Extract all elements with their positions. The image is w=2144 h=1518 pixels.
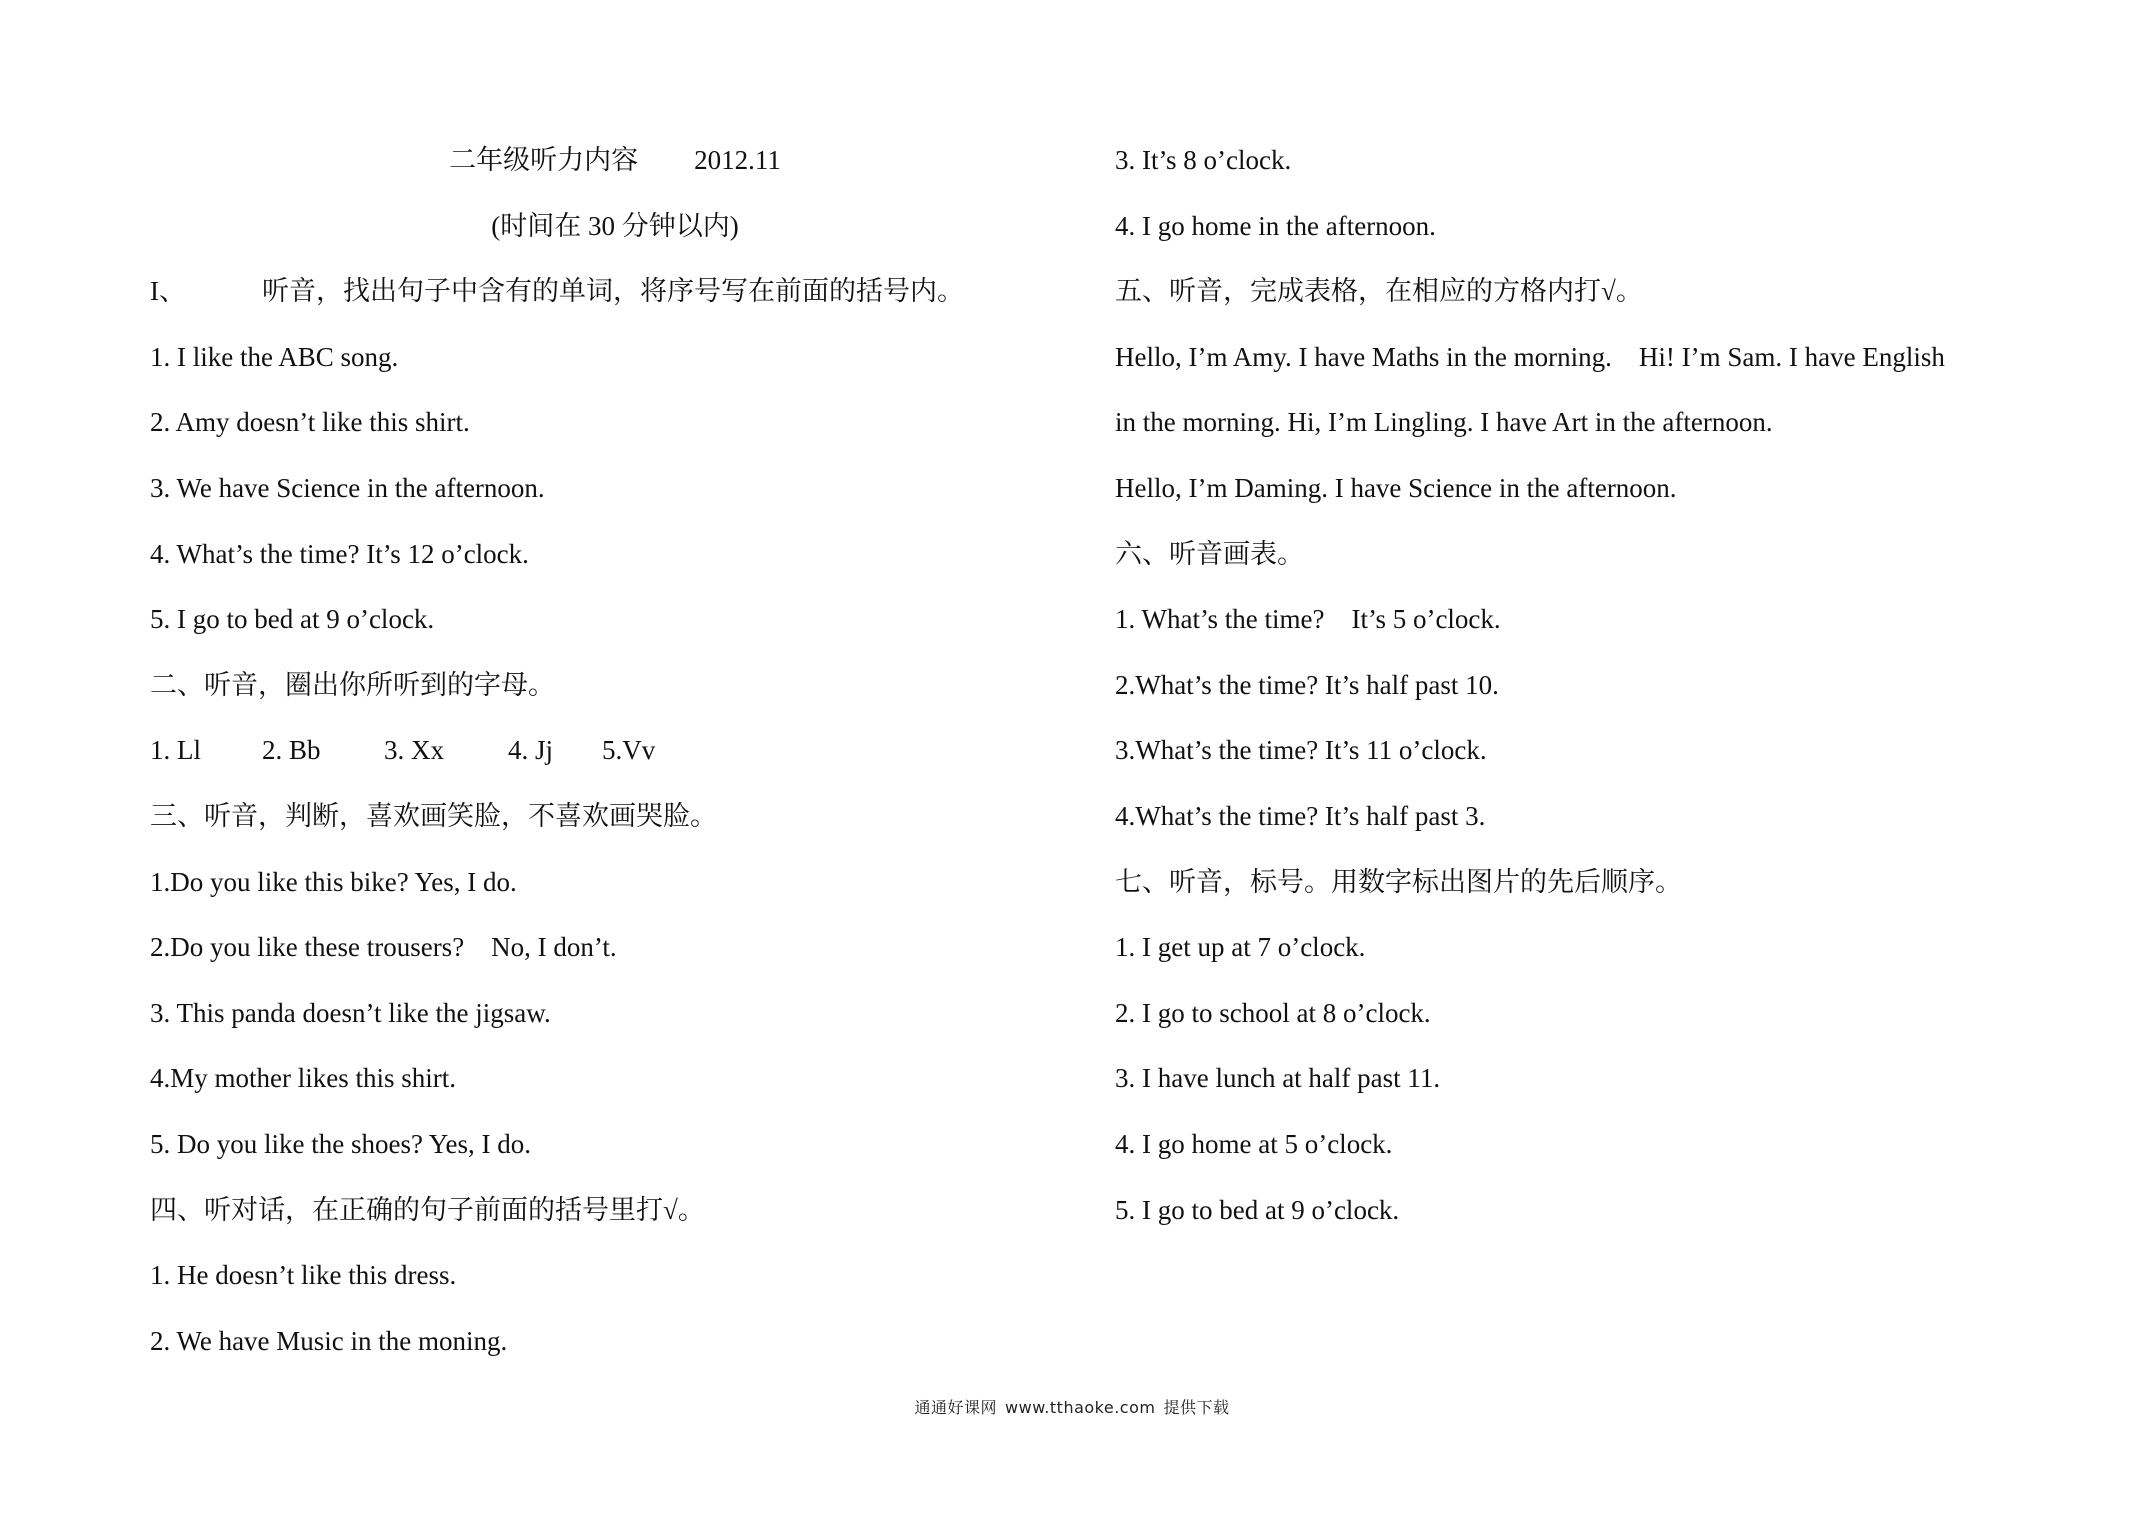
letter-list bbox=[150, 718, 1080, 784]
page-footer bbox=[0, 1395, 2144, 1418]
time-limit-note: (时间在 30 分钟以内) bbox=[491, 210, 739, 241]
list-item: 2. We have Music in the moning. bbox=[150, 1325, 508, 1356]
section-7-heading: 七、听音，标号。用数字标出图片的先后顺序。 bbox=[1115, 866, 1682, 897]
section-3-heading: 三、听音，判断，喜欢画笑脸，不喜欢画哭脸。 bbox=[150, 800, 717, 831]
paragraph-line: Hello, I’m Daming. I have Science in the afternoon. bbox=[1115, 472, 1677, 503]
list-item: 4. I go home in the afternoon. bbox=[1115, 210, 1436, 241]
section-5-heading: 五、听音，完成表格，在相应的方格内打√。 bbox=[1115, 276, 1643, 307]
list-item: 2. Amy doesn’t like this shirt. bbox=[150, 407, 470, 438]
paragraph-line: Hello, I’m Amy. I have Maths in the morning. Hi! I’m Sam. I have English bbox=[1115, 341, 1945, 372]
section-6-heading: 六、听音画表。 bbox=[1115, 538, 1304, 569]
list-item: 3. We have Science in the afternoon. bbox=[150, 472, 545, 503]
list-item: 3. It’s 8 o’clock. bbox=[1115, 145, 1292, 175]
list-item: 1. He doesn’t like this dress. bbox=[150, 1260, 457, 1291]
list-item: 3. I have lunch at half past 11. bbox=[1115, 1063, 1441, 1094]
list-item: 1.Do you like this bike? Yes, I do. bbox=[150, 866, 517, 897]
list-item: 4. What’s the time? It’s 12 o’clock. bbox=[150, 538, 529, 569]
page-title bbox=[150, 128, 1080, 194]
letter-item: 2. Bb bbox=[262, 735, 321, 766]
letter-item: 1. Ll bbox=[150, 735, 201, 766]
section-2-heading: 二、听音，圈出你所听到的字母。 bbox=[150, 669, 555, 700]
title-date: 2012.11 bbox=[694, 145, 781, 175]
section-1-heading bbox=[150, 259, 1080, 325]
list-item: 3.What’s the time? It’s 11 o’clock. bbox=[1115, 735, 1487, 766]
section-4-heading: 四、听对话，在正确的句子前面的括号里打√。 bbox=[150, 1194, 705, 1225]
list-item: 2.What’s the time? It’s half past 10. bbox=[1115, 669, 1499, 700]
list-item: 5. I go to bed at 9 o’clock. bbox=[150, 604, 435, 635]
paragraph-line: in the morning. Hi, I’m Lingling. I have Art in the afternoon. bbox=[1115, 407, 1773, 438]
list-item: 3. This panda doesn’t like the jigsaw. bbox=[150, 997, 551, 1028]
title-text: 二年级听力内容 bbox=[449, 145, 639, 175]
right-column bbox=[1115, 128, 2075, 1243]
list-item: 1. I like the ABC song. bbox=[150, 341, 399, 372]
footer-site-name: 通通好课网 bbox=[914, 1398, 998, 1417]
footer-url: www.tthaoke.com bbox=[1005, 1398, 1156, 1417]
list-item: 5. Do you like the shoes? Yes, I do. bbox=[150, 1128, 531, 1159]
list-item: 5. I go to bed at 9 o’clock. bbox=[1115, 1194, 1400, 1225]
list-item: 1. What’s the time? It’s 5 o’clock. bbox=[1115, 604, 1501, 635]
list-item: 2. I go to school at 8 o’clock. bbox=[1115, 997, 1431, 1028]
section-1-text: 听音，找出句子中含有的单词，将序号写在前面的括号内。 bbox=[262, 276, 964, 307]
list-item: 1. I get up at 7 o’clock. bbox=[1115, 932, 1366, 963]
list-item: 4.My mother likes this shirt. bbox=[150, 1063, 456, 1094]
section-1-number: I、 bbox=[150, 276, 186, 307]
letter-item: 5.Vv bbox=[602, 735, 656, 766]
letter-item: 4. Jj bbox=[508, 735, 554, 766]
list-item: 4.What’s the time? It’s half past 3. bbox=[1115, 800, 1486, 831]
list-item: 4. I go home at 5 o’clock. bbox=[1115, 1128, 1393, 1159]
left-column bbox=[150, 128, 1080, 1374]
letter-item: 3. Xx bbox=[384, 735, 444, 766]
list-item: 2.Do you like these trousers? No, I don’t. bbox=[150, 932, 617, 963]
footer-suffix: 提供下载 bbox=[1163, 1398, 1230, 1417]
